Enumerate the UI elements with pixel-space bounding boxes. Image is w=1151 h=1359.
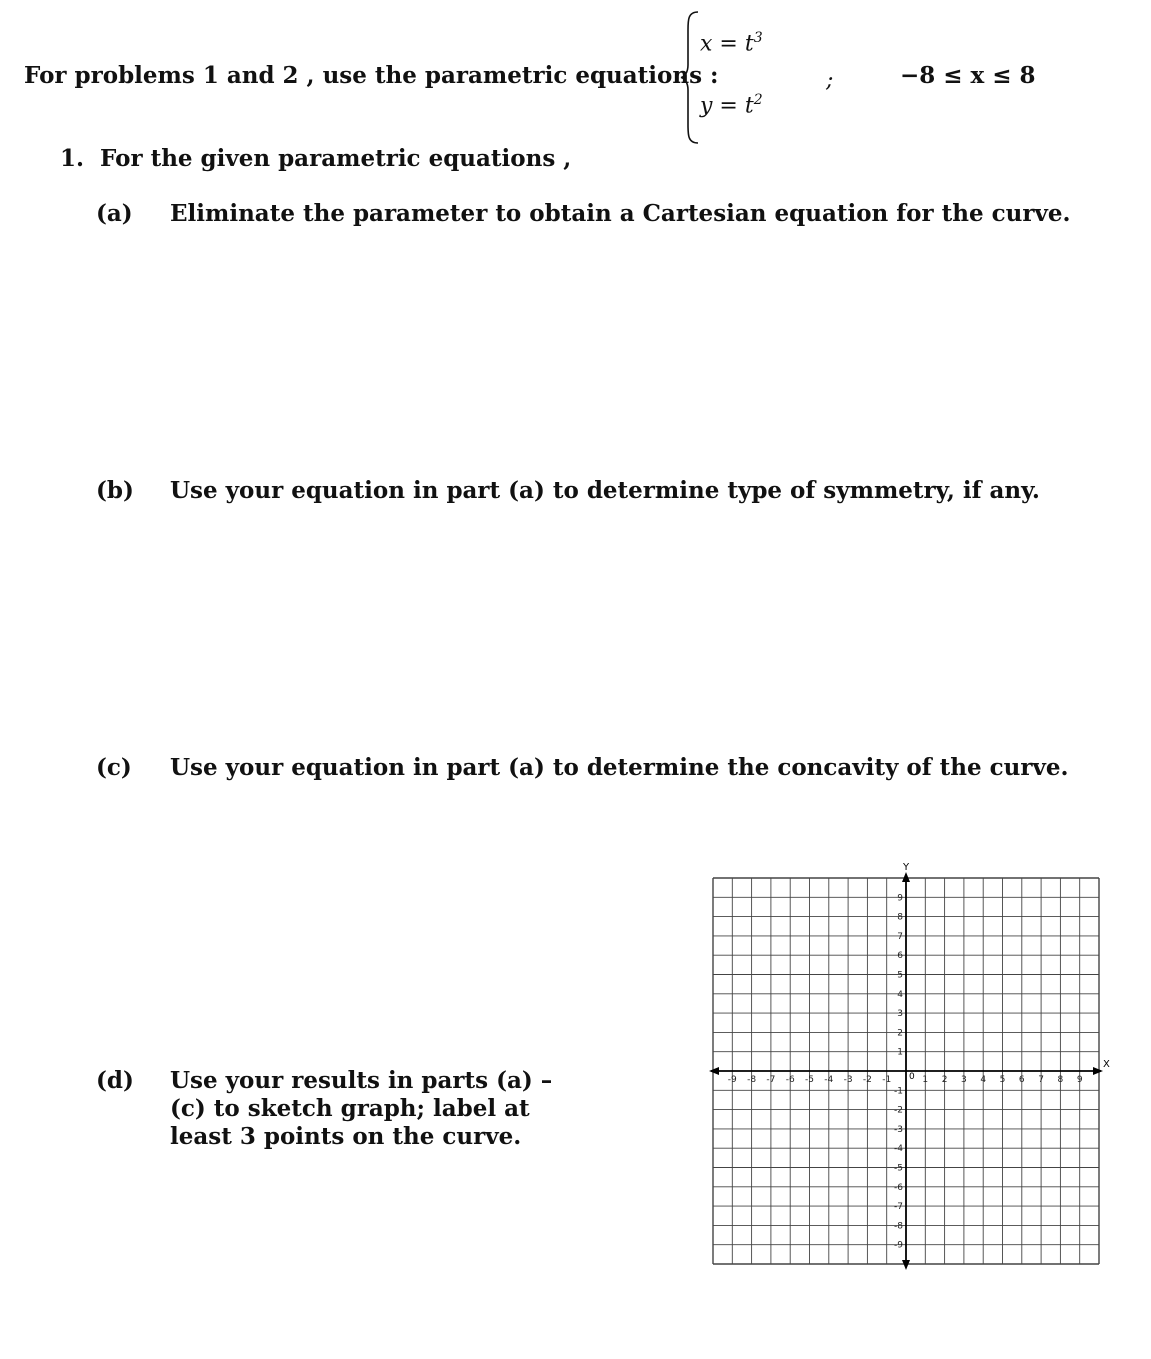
- part-d-label: (d): [96, 1067, 134, 1094]
- part-c-label: (c): [96, 754, 132, 781]
- equation-x: $x = t^3$: [700, 30, 763, 57]
- x-tick-label: 4: [980, 1075, 987, 1085]
- coordinate-grid[interactable]: [705, 862, 1110, 1272]
- x-tick-label: -7: [766, 1075, 776, 1085]
- part-d-text: Use your results in parts (a) – (c) to sketch graph; label at least 3 points on the curve.: [170, 1067, 553, 1150]
- x-tick-label: -4: [824, 1075, 834, 1085]
- y-tick-label: 1: [897, 1047, 903, 1058]
- part-b-text: Use your equation in part (a) to determine type of symmetry, if any.: [170, 477, 1040, 504]
- part-c-text: Use your equation in part (a) to determine the concavity of the curve.: [170, 754, 1069, 781]
- y-tick-label: 9: [897, 893, 903, 904]
- x-tick-label: -3: [843, 1075, 853, 1085]
- intro-text: For problems 1 and 2 , use the parametric equations :: [24, 62, 719, 89]
- y-tick-label: 8: [897, 912, 903, 923]
- x-axis-label: X: [1103, 1059, 1110, 1070]
- x-tick-label: -1: [882, 1075, 892, 1085]
- problem-1-heading: [60, 145, 571, 172]
- x-tick-label: 9: [1076, 1075, 1083, 1085]
- y-tick-label: 7: [897, 931, 903, 942]
- y-tick-label: -2: [894, 1105, 903, 1116]
- y-tick-label: -4: [894, 1144, 903, 1155]
- x-tick-label: 6: [1018, 1075, 1025, 1085]
- x-tick-label: 3: [961, 1075, 967, 1085]
- x-tick-label: 1: [922, 1075, 929, 1085]
- x-axis-arrow-right-icon: [1093, 1067, 1103, 1075]
- x-tick-label: 8: [1057, 1075, 1064, 1085]
- origin-label: 0: [909, 1072, 915, 1082]
- y-tick-label: -3: [894, 1124, 903, 1135]
- x-tick-label: -6: [785, 1075, 795, 1085]
- y-tick-label: 5: [897, 970, 903, 981]
- y-axis-label: Y: [903, 862, 910, 873]
- y-tick-label: -9: [894, 1240, 903, 1251]
- x-tick-label: -8: [747, 1075, 757, 1085]
- y-tick-label: -1: [894, 1086, 903, 1097]
- separator: ;: [826, 68, 834, 93]
- x-tick-label: -5: [805, 1075, 814, 1085]
- part-a-text: Eliminate the parameter to obtain a Cartesian equation for the curve.: [170, 200, 1071, 227]
- y-tick-label: -7: [894, 1202, 903, 1213]
- y-tick-label: -8: [894, 1221, 903, 1232]
- part-a-label: (a): [96, 200, 133, 227]
- y-tick-label: 2: [897, 1028, 903, 1039]
- x-tick-label: 2: [941, 1075, 948, 1085]
- problem-statement: For the given parametric equations ,: [100, 145, 572, 172]
- x-axis-arrow-left-icon: [709, 1067, 719, 1075]
- y-axis-arrow-up-icon: [902, 872, 910, 882]
- x-tick-label: 5: [999, 1075, 1006, 1085]
- equation-y: $y = t^2$: [700, 92, 763, 119]
- x-tick-label: -9: [727, 1075, 737, 1085]
- x-tick-label: -2: [862, 1075, 872, 1085]
- domain-range: −8 ≤ x ≤ 8: [900, 62, 1036, 89]
- y-tick-label: -5: [894, 1163, 903, 1174]
- x-tick-label: 7: [1038, 1075, 1044, 1085]
- y-tick-label: 4: [897, 989, 903, 1000]
- y-tick-label: -6: [894, 1182, 903, 1193]
- problem-number: 1.: [60, 145, 85, 172]
- left-brace: [680, 10, 700, 145]
- y-tick-label: 6: [897, 951, 903, 962]
- part-b-label: (b): [96, 477, 134, 504]
- y-axis-arrow-down-icon: [902, 1260, 910, 1270]
- y-tick-label: 3: [897, 1009, 903, 1020]
